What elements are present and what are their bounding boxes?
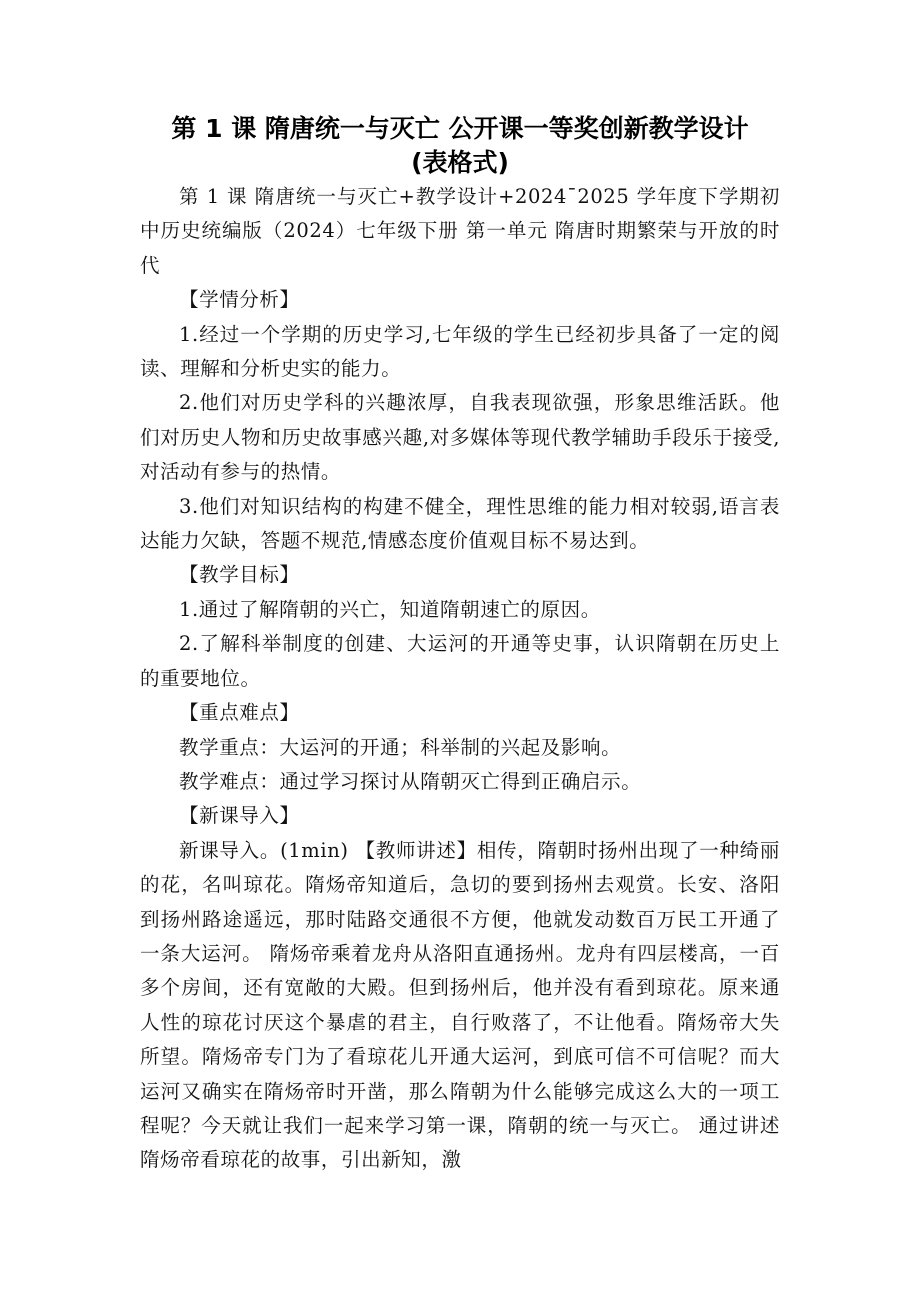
section-heading-learning-analysis: 【学情分析】	[179, 288, 300, 312]
document-title-suffix: (表格式)	[411, 148, 509, 177]
section-heading-key-points: 【重点难点】	[179, 701, 300, 725]
teaching-goal-item: 2.了解科举制度的创建、大运河的开通等史事，认识隋朝在历史上的重要地位。	[140, 632, 780, 690]
key-point-item: 教学难点：通过学习探讨从隋朝灭亡得到正确启示。	[179, 769, 642, 793]
learning-analysis-item: 3.他们对知识结构的构建不健全，理性思维的能力相对较弱,语言表达能力欠缺，答题不规范,情感态度价值观目标不易达到。	[140, 494, 780, 553]
learning-analysis-item: 1.经过一个学期的历史学习,七年级的学生已经初步具备了一定的阅读、理解和分析史实的能力。	[140, 322, 780, 381]
document-subtitle: 第 1 课 隋唐统一与灭亡+教学设计+2024¯2025 学年度下学期初中历史统编版（2024）七年级下册 第一单元 隋唐时期繁荣与开放的时代	[140, 185, 780, 277]
document-title: 第 1 课 隋唐统一与灭亡 公开课一等奖创新教学设计	[171, 114, 749, 143]
teaching-goal-item: 1.通过了解隋朝的兴亡，知道隋朝速亡的原因。	[179, 597, 601, 621]
section-heading-teaching-goals: 【教学目标】	[179, 563, 300, 587]
introduction-paragraph: 新课导入。(1min) 【教师讲述】相传，隋朝时扬州出现了一种绮丽的花，名叫琼花。隋炀帝知道后，急切的要到扬州去观赏。长安、洛阳到扬州路途遥远，那时陆路交通很不方便，他就发动数百万民工开通了一条大运河。 隋炀帝乘着龙舟从洛阳直通扬州。龙舟有四层楼高，一百多个房间，还有宽敞的大殿。但到扬州后，他并没有看到琼花。原来通人性的琼花讨厌这个暴虐的君主，自行败落了，不让他看。隋炀帝大失所望。隋炀帝专门为了看琼花儿开通大运河，到底可信不可信呢？而大运河又确实在隋炀帝时开凿，那么隋朝为什么能够完成这么大的一项工程呢？今天就让我们一起来学习第一课，隋朝的统一与灭亡。 通过讲述隋炀帝看琼花的故事，引出新知，激	[140, 838, 780, 1172]
key-point-item: 教学重点：大运河的开通；科举制的兴起及影响。	[179, 735, 622, 759]
section-heading-introduction: 【新课导入】	[179, 804, 300, 828]
learning-analysis-item: 2.他们对历史学科的兴趣浓厚，自我表现欲强，形象思维活跃。他们对历史人物和历史故事感兴趣,对多媒体等现代教学辅助手段乐于接受,对活动有参与的热情。	[140, 391, 780, 484]
document-body	[140, 180, 780, 1178]
